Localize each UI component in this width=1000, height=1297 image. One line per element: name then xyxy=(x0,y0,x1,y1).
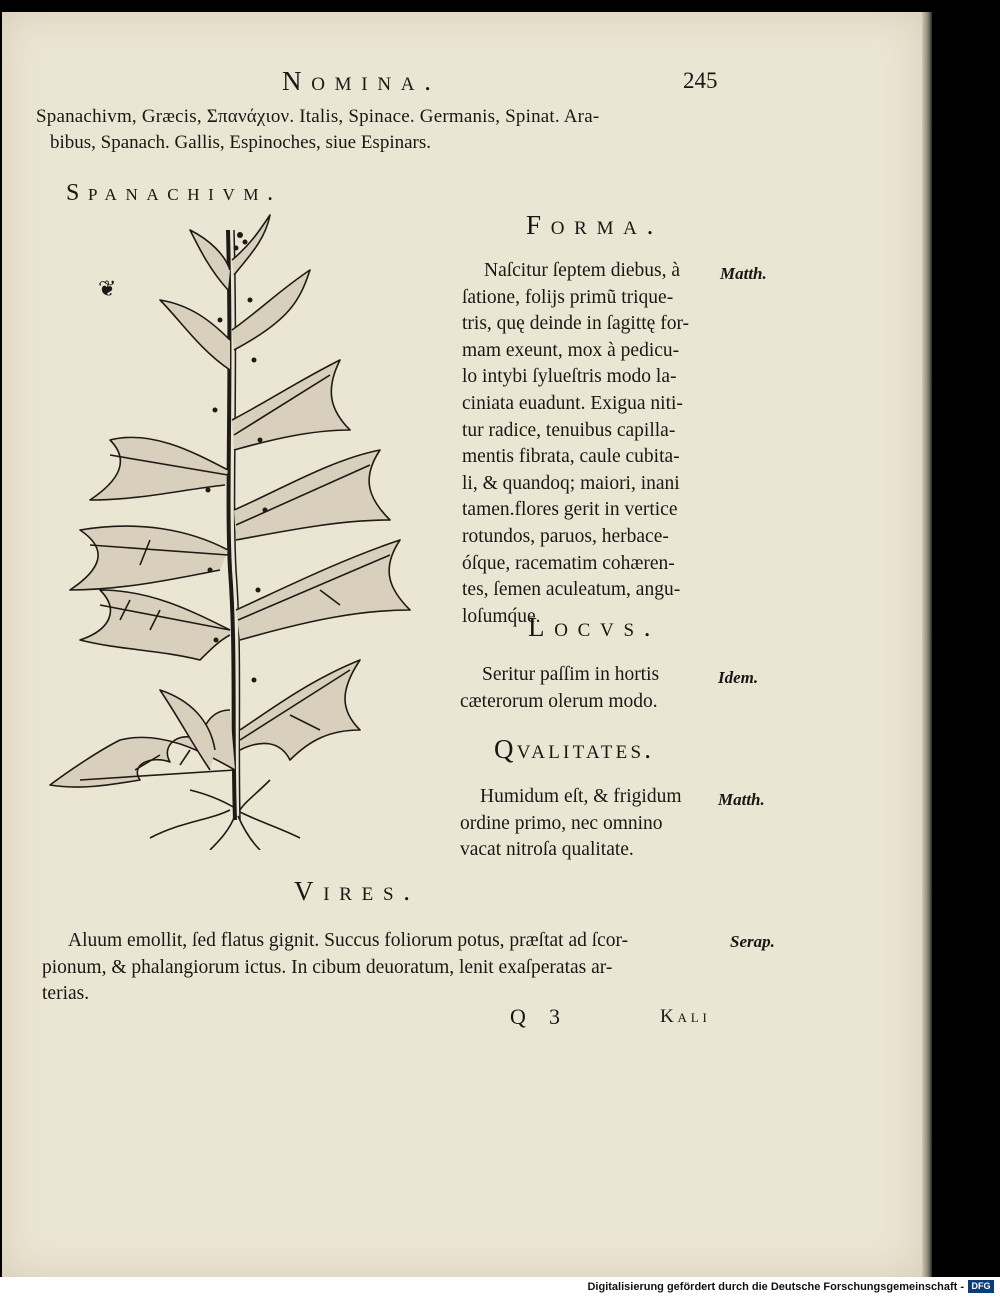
locus-margin-ref: Idem. xyxy=(718,668,759,687)
forma-line: rotundos, paruos, herbace- xyxy=(462,525,669,547)
forma-line: mentis fibrata, caule cubita- xyxy=(462,446,680,468)
vires-line: Aluum emollit, ſed flatus gignit. Succus foliorum potus, præſtat ad ſcor- xyxy=(68,930,629,951)
vires-heading: Vires. xyxy=(294,876,420,906)
vires-line: terias. xyxy=(42,983,90,1005)
qualitates-text xyxy=(460,784,681,864)
locus-line: cæterorum olerum modo. xyxy=(460,690,658,712)
names-line-1: Spanachivm, Græcis, Σπανάχιον. Italis, Spinace. Germanis, Spinat. Ara- xyxy=(36,106,600,127)
forma-line: li, & quandoq; maiori, inani xyxy=(462,472,680,494)
qualitates-line: vacat nitroſa qualitate. xyxy=(460,839,634,861)
vires-text xyxy=(42,928,628,1008)
signature-mark: Q 3 xyxy=(510,1004,569,1029)
forma-line: lo intybi ſylueſtris modo la- xyxy=(462,366,677,388)
forma-line: tris, quę deinde in ſagittę for- xyxy=(462,313,690,335)
vires-margin-ref: Serap. xyxy=(730,932,775,951)
locus-line: Seritur paſſim in hortis xyxy=(482,664,660,685)
dfg-logo: DFG xyxy=(968,1280,994,1293)
forma-text xyxy=(462,258,689,630)
plant-title: Spanachivm. xyxy=(66,180,282,206)
names-line-2: bibus, Spanach. Gallis, Espinoches, siue Espinars. xyxy=(50,132,432,153)
qualitates-heading: Qvalitates. xyxy=(494,734,655,764)
locus-text xyxy=(460,662,659,715)
forma-line: loſumq́ue. xyxy=(462,605,541,627)
spinach-woodcut-illustration xyxy=(40,210,440,850)
qualitates-line: ordine primo, nec omnino xyxy=(460,812,663,834)
footer-bar xyxy=(0,1277,1000,1297)
page-edge xyxy=(922,12,932,1277)
forma-line: mam exeunt, mox à pedicu- xyxy=(462,339,680,361)
digitization-credit: Digitalisierung gefördert durch die Deutsche Forschungsgemeinschaft - xyxy=(587,1281,964,1293)
forma-line: Naſcitur ſeptem diebus, à xyxy=(484,260,681,281)
forma-margin-ref: Matth. xyxy=(720,264,767,283)
fleuron-ornament-icon: ❦ xyxy=(98,276,117,301)
vires-line: pionum, & phalangiorum ictus. In cibum deuoratum, lenit exaſperatas ar- xyxy=(42,956,613,978)
running-title: Nomina. xyxy=(282,66,441,96)
forma-line: ciniata euadunt. Exigua niti- xyxy=(462,392,683,414)
qualitates-line: Humidum eſt, & frigidum xyxy=(480,786,682,807)
catchword: Kali xyxy=(660,1006,711,1027)
page-number: 245 xyxy=(683,68,718,93)
forma-line: óſque, racematim cohæren- xyxy=(462,552,675,574)
forma-heading: Forma. xyxy=(526,210,664,240)
qualitates-margin-ref: Matth. xyxy=(718,790,765,809)
forma-line: ſatione, folijs primũ trique- xyxy=(462,286,674,308)
locus-heading: Locvs. xyxy=(528,612,661,642)
forma-line: tes, ſemen aculeatum, angu- xyxy=(462,579,681,601)
forma-line: tamen.flores gerit in vertice xyxy=(462,499,678,521)
forma-line: tur radice, tenuibus capilla- xyxy=(462,419,676,441)
